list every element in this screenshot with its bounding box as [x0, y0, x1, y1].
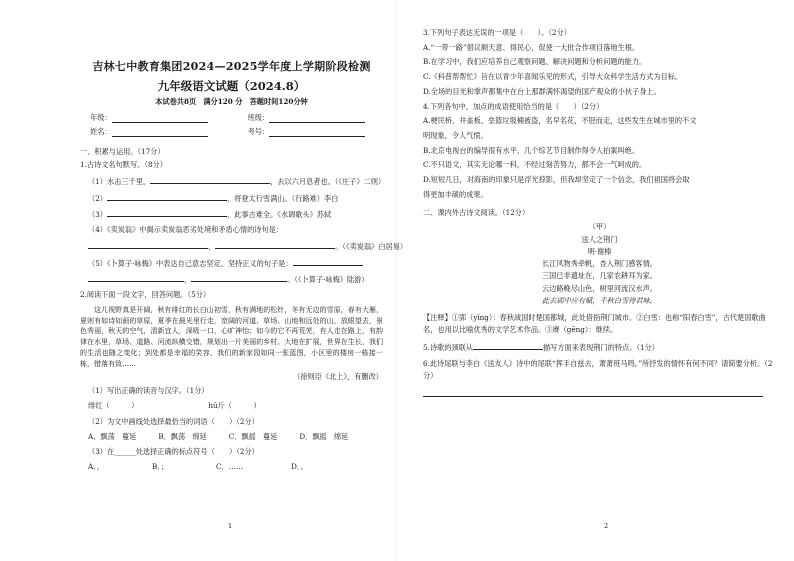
q1-item-5: （5）《卜算子·咏梅》中表达自己意志坚定、坚持正义的句子是：: [88, 257, 383, 269]
grade-label: 年级：: [90, 113, 112, 123]
q2-sub-2-option-d[interactable]: D．飘摇 绵延: [299, 431, 349, 441]
q4-heading: 4.下列各句中，加点的成语使用恰当的是（ ）（2分）: [423, 101, 604, 111]
q3-option-d[interactable]: D.全场的目光和掌声都集中在台上那群满怀渴望的国产观众的小伙子身上。: [423, 86, 661, 96]
student-info-row-1: [80, 113, 383, 123]
poem-author: 明·谢榛: [587, 246, 612, 256]
poem-label: （甲）: [588, 222, 611, 232]
class-input[interactable]: [269, 114, 365, 123]
class-label: 班级：: [247, 113, 270, 123]
student-info-row-2: [80, 127, 383, 137]
right-page: [397, 0, 794, 561]
q2-sub-3-option-d[interactable]: D．。: [291, 462, 308, 472]
q2-heading: 2.阅读下面一段文字，回答问题。（5分）: [80, 289, 211, 299]
exam-title: 吉林七中教育集团2024—2025学年度上学期阶段检测: [92, 60, 371, 73]
q1-item-3: （3） ，此事古难全。《水调歌头》苏轼: [88, 210, 332, 220]
grade-input[interactable]: [112, 114, 208, 123]
q1-4a-blank[interactable]: [88, 240, 208, 249]
q1-item-2: （2） ，将登太行雪满山。（行路难）李白: [88, 193, 339, 203]
q1-2-blank[interactable]: [107, 192, 227, 201]
q2-sub-3-options: [88, 462, 383, 472]
section-2-heading: 二、课内外古诗文阅读。（12分）: [423, 207, 530, 217]
q3-option-b[interactable]: B.在学习中，我们应培养自己观察问题、解决问题和分析问题的能力。: [423, 57, 647, 67]
page-number-left: 1: [228, 522, 233, 531]
exam-subtitle: 九年级语文试题（2024.8）: [157, 78, 306, 93]
q5-blank[interactable]: [473, 341, 543, 350]
q1-item-4: （4）《卖炭翁》中揭示卖炭翁恶劣处境和矛盾心情的诗句是：: [88, 225, 284, 235]
q2-sub-3-option-a[interactable]: A．，: [88, 462, 104, 472]
q2-sub-2-option-a[interactable]: A．飘荡 蔓延: [88, 431, 137, 441]
q4-option-a-cont: 明现象，令人气愤。: [423, 131, 488, 141]
poem-line-3: 云边路晚尽山色，树里河流汉水声。: [541, 283, 657, 293]
name-label: 姓名：: [90, 126, 112, 136]
q2-sub-3: （3）在______处选择正确的标点符号（ ）（2分）: [88, 447, 259, 457]
id-input[interactable]: [269, 128, 365, 137]
q1-item-5-cont: ， 。（《卜算子·咏梅》陆游）: [88, 273, 383, 285]
exam-info: 本试卷共8页 满分120 分 答题时间120分钟: [155, 97, 308, 107]
q3-option-a[interactable]: A.“一带一路”倡议顺天意、得民心，促使一大批合作项目落地生根。: [423, 42, 640, 52]
q4-option-d-cont: 得更加丰硕的成果。: [423, 189, 488, 199]
q6: 6.此诗尾联与李白《送友人》诗中的尾联“挥手自兹去，萧萧班马鸣。”所抒发的情怀有何不同？请简要分析。（2分）: [423, 359, 773, 381]
q3-option-c[interactable]: C.《科普帮帮忙》旨在以青少年喜闻乐见的形式，引导大众科学生活方式为目标。: [423, 72, 683, 82]
q1-5b-blank[interactable]: [88, 273, 184, 282]
q5: 5.诗歌的颈联从 描写方面来表现荆门的特点。（1分）: [423, 343, 659, 353]
page-number-right: 2: [604, 522, 609, 531]
q1-5c-blank[interactable]: [191, 273, 287, 282]
q2-sub-1-item-b[interactable]: hū斤（ ）: [208, 401, 261, 411]
poem-title: 送人之荆门: [581, 234, 618, 244]
q1-1-blank[interactable]: [150, 175, 270, 184]
passage-source: （徐则臣《北上》，有删改）: [293, 371, 383, 381]
q1-item-4-cont: ， 。（《卖炭翁》白居易）: [88, 240, 383, 252]
q1-3-blank[interactable]: [107, 208, 227, 217]
q2-sub-1-items: [88, 401, 383, 411]
q6-answer-line[interactable]: [423, 395, 763, 397]
poem-notes: 【注释】①郢（yǐng）：春秋战国时楚国都城，此处借指荆门城市。②白雪：也称“阳春白雪”，古代楚国歌曲名，也用以比喻优秀的文学艺术作品。③赓（gēng）：继续。: [423, 312, 766, 335]
q2-sub-3-option-b[interactable]: B．；: [151, 462, 169, 472]
q2-sub-2: （2）为文中画线处选择最恰当的词语（ ）（2分）: [88, 416, 259, 426]
q1-heading: 1.古诗文名句默写。（8分）: [80, 160, 167, 170]
name-input[interactable]: [112, 128, 208, 137]
section-1-heading: 一、积累与运用。（17分）: [80, 146, 165, 156]
reading-passage: 这儿视野真是开阔，秋有绯红的长白山初雪，秋有满地的松针，冬有无边的雪原，春有大雁，夏则有如诗如画的草原，夏季在晨光里行走，宽阔的河道、草场、山地和远处的山，放眼望去，景色秀丽，秋天的空气，清新宜人，深吸一口，心旷神怡；如今的它不再荒芜，有人走在路上，有韵律在水里，草场、道路、河流纵横交错，规划出一片美丽的乡村。大地在扩展，世界在生长，我们的生活也随之变化；到处都是幸福的笑容，我们的新家园如同一张蓝图，小区里的楼房一栋接一栋，错落有致……: [80, 305, 383, 368]
id-label: 考号：: [247, 126, 270, 136]
q1-5a-blank[interactable]: [293, 257, 363, 266]
q1-item-1: （1）水击三千里， ，去以六月息者也。（《庄子》二则）: [88, 176, 386, 186]
q4-option-b[interactable]: B.北京电视台的编导很有水平，几个综艺节目制作得令人拍案叫绝。: [423, 145, 640, 155]
q2-sub-1-item-a[interactable]: 绯红（ ）: [88, 401, 139, 411]
q2-sub-2-option-b[interactable]: B．飘荡 绵延: [158, 431, 207, 441]
q4-option-a[interactable]: A.梗民桥、井盖板、垒篮垃圾桶被盗，名早名花，不胫而走，这些发生在城市里的不文: [423, 116, 697, 126]
q4-option-c[interactable]: C.不只语文，其实无论哪一科，不经过刻苦努力，都不会一气呵成的。: [423, 160, 647, 170]
q2-sub-1: （1）写出正确的读音与汉字。（1分）: [88, 386, 209, 396]
q2-sub-2-option-c[interactable]: C．飘摇 蔓延: [228, 431, 278, 441]
q4-option-d[interactable]: D.短短几日，对海南的印象只是浮光掠影，但我却坚定了一个信念，我们祖国将会取: [423, 175, 690, 185]
poem-line-4: 此去郢中应有赋，千秋白雪待君咏。: [541, 295, 657, 305]
q1-4b-blank[interactable]: [215, 240, 335, 249]
poem-line-2: 三国已非遗址在，几家农耕耳为家。: [541, 271, 657, 281]
q2-sub-3-option-c[interactable]: C．……: [216, 462, 244, 472]
q3-heading: 3.下列句子表达无误的一项是（ ）。（2分）: [423, 28, 571, 37]
q2-sub-2-options: [88, 432, 383, 442]
poem-line-1: 长江风物秀牵帆，杏入荆门感客情。: [541, 259, 657, 269]
